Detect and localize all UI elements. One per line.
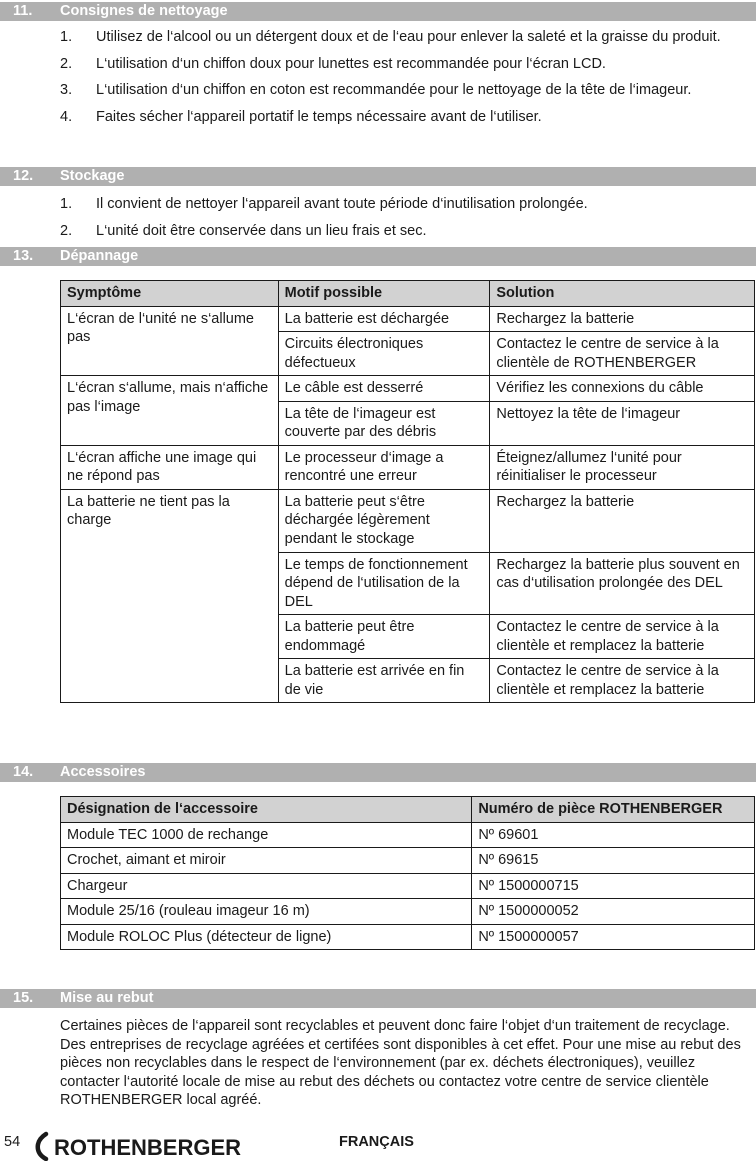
item-number: 1. [60, 29, 73, 45]
section-title: Consignes de nettoyage [60, 3, 228, 19]
cause-cell: Le temps de fonctionnement dépend de l‘utilisation de la DEL [278, 552, 490, 615]
item-number: 1. [60, 196, 73, 212]
table-row [61, 924, 755, 950]
accessory-name: Crochet, aimant et miroir [61, 848, 472, 874]
table-row [61, 899, 755, 925]
column-header: Numéro de pièce ROTHENBERGER [472, 797, 755, 823]
list-item [60, 108, 750, 127]
item-text: Il convient de nettoyer l‘appareil avant toute période d‘inutilisation prolongée. [96, 196, 588, 212]
section-number: 15. [13, 990, 34, 1006]
section-title: Accessoires [60, 764, 146, 780]
item-number: 3. [60, 82, 73, 99]
cause-cell: La batterie peut être endommagé [278, 615, 490, 659]
troubleshooting-table [60, 280, 755, 703]
page-number: 54 [4, 1134, 21, 1150]
solution-cell: Vérifiez les connexions du câble [490, 376, 755, 402]
accessory-name: Chargeur [61, 873, 472, 899]
table-row [61, 489, 755, 552]
cause-cell: Le processeur d‘image a rencontré une erreur [278, 445, 490, 489]
table-row [61, 848, 755, 874]
item-text: Faites sécher l‘appareil portatif le temps nécessaire avant de l‘utiliser. [96, 108, 542, 125]
solution-cell: Rechargez la batterie [490, 489, 755, 552]
section-header-11 [0, 2, 756, 21]
column-header: Motif possible [278, 281, 490, 307]
list-item [60, 28, 750, 47]
table-row [61, 445, 755, 489]
section-number: 12. [13, 168, 34, 184]
item-text: L‘utilisation d‘un chiffon doux pour lunettes est recommandée pour l‘écran LCD. [96, 55, 606, 72]
symptom-cell: La batterie ne tient pas la charge [61, 489, 279, 702]
item-number: 2. [60, 222, 73, 239]
section-title: Stockage [60, 168, 125, 184]
storage-steps-list [60, 195, 750, 248]
cause-cell: La batterie peut s‘être déchargée légèrement pendant le stockage [278, 489, 490, 552]
part-number: Nº 69601 [472, 822, 755, 848]
solution-cell: Contactez le centre de service à la clientèle de ROTHENBERGER [490, 332, 755, 376]
logo-wordmark: ROTHENBERGER [54, 1135, 242, 1160]
accessory-name: Module 25/16 (rouleau imageur 16 m) [61, 899, 472, 925]
cause-cell: Circuits électroniques défectueux [278, 332, 490, 376]
solution-cell: Contactez le centre de service à la clientèle et remplacez la batterie [490, 615, 755, 659]
table-row [61, 306, 755, 332]
column-header: Désignation de l‘accessoire [61, 797, 472, 823]
part-number: Nº 1500000052 [472, 899, 755, 925]
cause-cell: La batterie est arrivée en fin de vie [278, 659, 490, 703]
solution-cell: Nettoyez la tête de l‘imageur [490, 401, 755, 445]
symptom-cell: L‘écran affiche une image qui ne répond pas [61, 445, 279, 489]
column-header: Symptôme [61, 281, 279, 307]
item-number: 4. [60, 108, 73, 125]
section-title: Dépannage [60, 248, 139, 264]
table-header-row [61, 281, 755, 307]
rothenberger-logo [32, 1131, 262, 1161]
item-text: L‘unité doit être conservée dans un lieu frais et sec. [96, 222, 427, 239]
language-label: FRANÇAIS [339, 1134, 414, 1150]
cause-cell: Le câble est desserré [278, 376, 490, 402]
section-header-13 [0, 247, 756, 266]
list-item [60, 222, 750, 241]
part-number: Nº 1500000715 [472, 873, 755, 899]
cleaning-steps-list [60, 28, 750, 134]
symptom-cell: L‘écran s‘allume, mais n‘affiche pas l‘image [61, 376, 279, 446]
item-number: 2. [60, 55, 73, 72]
item-text: Utilisez de l‘alcool ou un détergent doux et de l‘eau pour enlever la saleté et la graisse du produit. [96, 29, 721, 45]
list-item [60, 55, 750, 74]
section-number: 13. [13, 248, 34, 264]
symptom-cell: L‘écran de l‘unité ne s‘allume pas [61, 306, 279, 376]
item-text: L‘utilisation d‘un chiffon en coton est recommandée pour le nettoyage de la tête de l‘imageur. [96, 82, 692, 99]
page-footer [0, 1131, 756, 1164]
column-header: Solution [490, 281, 755, 307]
section-number: 11. [13, 3, 33, 19]
solution-cell: Rechargez la batterie [490, 306, 755, 332]
section-number: 14. [13, 764, 34, 780]
cause-cell: La tête de l‘imageur est couverte par des débris [278, 401, 490, 445]
section-header-14 [0, 763, 756, 782]
list-item [60, 81, 750, 100]
solution-cell: Rechargez la batterie plus souvent en cas d‘utilisation prolongée des DEL [490, 552, 755, 615]
disposal-paragraph: Certaines pièces de l‘appareil sont recyclables et peuvent donc faire l‘objet d‘un traitement de recyclage. Des entreprises de recyclage agréées et certifées sont disponibles à cet effet. Pour une mise au rebut des pièces non recyclables dans le respect de l‘environnement (par ex. déchets électroniques), veuillez contacter l‘autorité locale de mise au rebut des déchets ou contactez votre centre de service clientèle ROTHENBERGER local agréé. [60, 1018, 741, 1109]
accessories-table [60, 796, 755, 950]
accessory-name: Module TEC 1000 de rechange [61, 822, 472, 848]
table-row [61, 873, 755, 899]
section-header-15 [0, 989, 756, 1008]
table-header-row [61, 797, 755, 823]
table-row [61, 822, 755, 848]
solution-cell: Contactez le centre de service à la clientèle et remplacez la batterie [490, 659, 755, 703]
part-number: Nº 1500000057 [472, 924, 755, 950]
part-number: Nº 69615 [472, 848, 755, 874]
solution-cell: Éteignez/allumez l‘unité pour réinitialiser le processeur [490, 445, 755, 489]
section-header-12 [0, 167, 756, 186]
table-row [61, 376, 755, 402]
cause-cell: La batterie est déchargée [278, 306, 490, 332]
section-title: Mise au rebut [60, 990, 154, 1006]
list-item [60, 195, 750, 214]
accessory-name: Module ROLOC Plus (détecteur de ligne) [61, 924, 472, 950]
